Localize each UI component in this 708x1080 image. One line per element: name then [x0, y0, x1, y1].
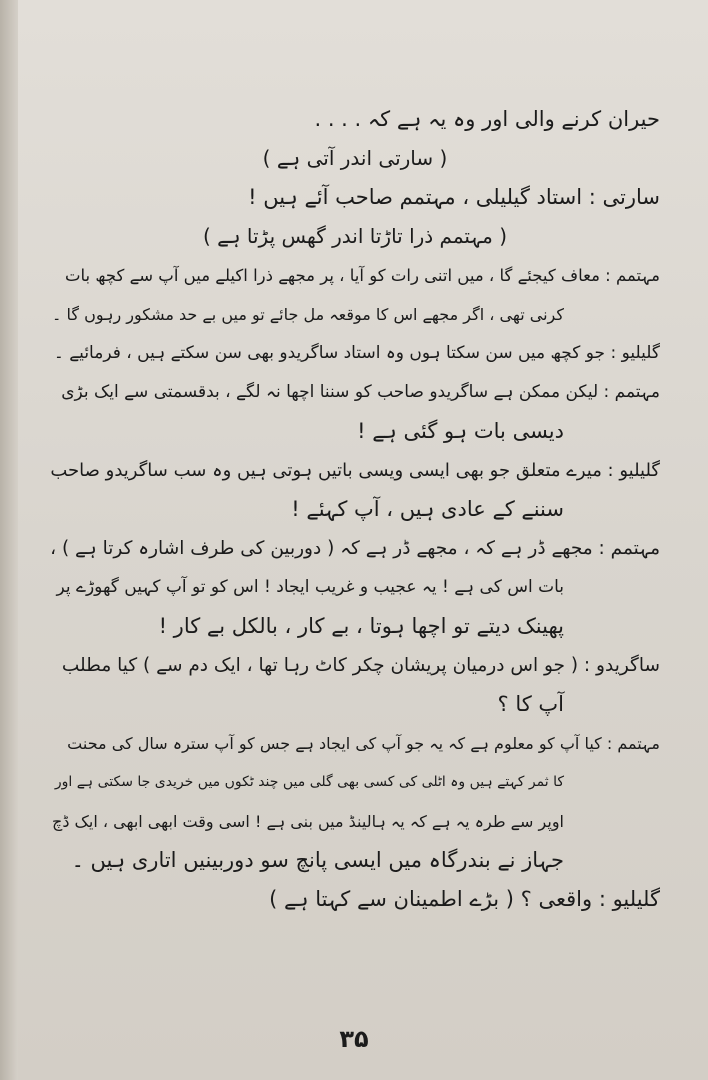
dialogue-line: گلیلیو : واقعی ؟ ( بڑے اطمینان سے کہتا ہے )	[269, 887, 660, 911]
text-line: حیران کرنے والی اور وہ یہ ہے کہ . . . .	[314, 107, 660, 131]
dialogue-line: گلیلیو : میرے متعلق جو بھی ایسی ویسی باتیں ہوتی ہیں وہ سب ساگریدو صاحب	[50, 460, 660, 481]
dialogue-line: مہتمم : لیکن ممکن ہے ساگریدو صاحب کو سننا اچھا نہ لگے ، بدقسمتی سے ایک بڑی	[61, 382, 660, 402]
page-text	[50, 100, 660, 919]
dialogue-line: گلیلیو : جو کچھ میں سن سکتا ہوں وہ استاد ساگریدو بھی سن سکتے ہیں ، فرمائیے ۔	[53, 343, 660, 363]
dialogue-continuation: پھینک دیتے تو اچھا ہوتا ، بے کار ، بالکل بے کار !	[158, 614, 564, 638]
dialogue-continuation: اوپر سے طرہ یہ ہے کہ یہ ہالینڈ میں بنی ہے ! اسی وقت ابھی ابھی ، ایک ڈچ	[52, 812, 564, 831]
dialogue-line: ساگریدو : ( جو اس درمیان پریشان چکر کاٹ رہا تھا ، ایک دم سے ) کیا مطلب	[61, 655, 660, 676]
dialogue-continuation: بات اس کی ہے ! یہ عجیب و غریب ایجاد ! اس کو تو آپ کہیں گھوڑے پر	[56, 577, 564, 597]
dialogue-line: مہتمم : کیا آپ کو معلوم ہے کہ یہ جو آپ کی ایجاد ہے جس کو آپ سترہ سال کی محنت	[67, 734, 660, 753]
stage-direction: ( مہتمم ذرا تاڑتا اندر گھس پڑتا ہے )	[202, 224, 508, 248]
dialogue-continuation: سننے کے عادی ہیں ، آپ کہئے !	[291, 497, 564, 521]
stage-direction: ( سارتی اندر آتی ہے )	[262, 146, 448, 170]
dialogue-continuation: کرنی تھی ، اگر مجھے اس کا موقعہ مل جائے تو میں بے حد مشکور رہوں گا ۔	[52, 305, 564, 324]
dialogue-continuation: کا ثمر کہتے ہیں وہ اٹلی کی کسی بھی گلی میں چند ٹکوں میں خریدی جا سکتی ہے اور	[54, 774, 564, 790]
dialogue-continuation: دیسی بات ہو گئی ہے !	[357, 419, 564, 443]
dialogue-continuation: آپ کا ؟	[497, 692, 564, 716]
dialogue-line: مہتمم : معاف کیجئے گا ، میں اتنی رات کو آیا ، پر مجھے ذرا اکیلے میں آپ سے کچھ بات	[65, 266, 660, 285]
dialogue-line: مہتمم : مجھے ڈر ہے کہ ، مجھے ڈر ہے کہ ( دوربین کی طرف اشارہ کرتا ہے ) ،	[50, 538, 660, 559]
dialogue-continuation: جہاز نے بندرگاہ میں ایسی پانچ سو دوربینیں اتاری ہیں ۔	[71, 848, 564, 872]
page-number: ۳۵	[339, 1025, 369, 1053]
page-binding-edge	[0, 0, 18, 1080]
dialogue-line: سارتی : استاد گیلیلی ، مہتمم صاحب آئے ہیں !	[248, 185, 660, 209]
